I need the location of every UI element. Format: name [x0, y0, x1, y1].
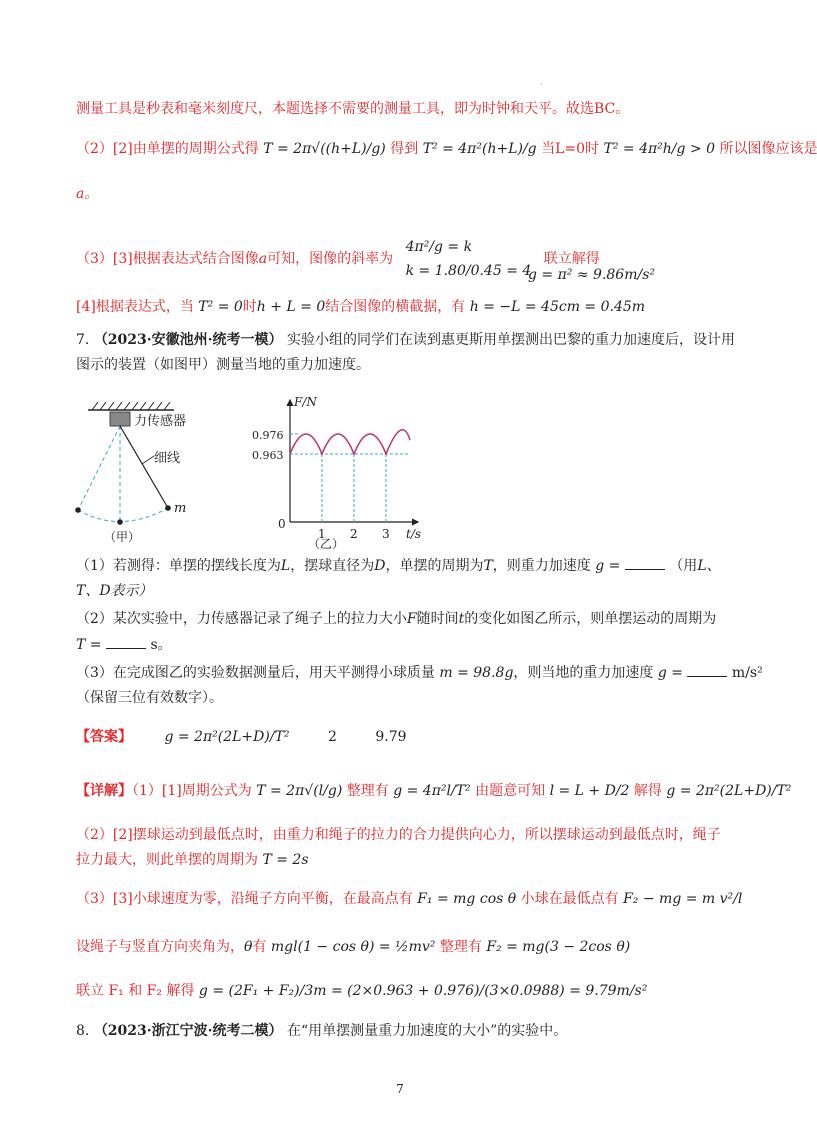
answer-3: 9.79 [375, 729, 407, 745]
q7-sub2-c: 的变化如图乙所示，则单摆运动的周期为 [464, 611, 717, 627]
explain-p3-f1: F₁ = mg cos θ [417, 891, 517, 907]
q6-p2-suffix: 所以图像应该是 [719, 141, 817, 157]
explain-p5 [76, 982, 740, 1000]
q7-number: 7. [76, 332, 90, 348]
q6-p2-mid1: 得到 [390, 141, 419, 157]
figure-b-chart [248, 392, 428, 550]
q6-p3-text: 可知，图像的斜率为 [267, 251, 394, 268]
q7-sub1-line2: T、D表示） [76, 583, 153, 599]
q7-sub2-line2 [76, 636, 740, 654]
q7-sub1-line1 [76, 557, 740, 575]
explain-p4-theta: θ [244, 939, 253, 955]
explain-p2-f: T = 2s [262, 852, 309, 868]
swing-arc [78, 508, 168, 522]
q7-sub2-t: t [458, 611, 465, 627]
string-line [120, 426, 168, 508]
q8-source: （2023·浙江宁波·统考二模） [93, 1023, 283, 1039]
q7-sub3-g: g = [657, 665, 684, 681]
q6-p2-formula2: T² = 4π²(h+L)/g [422, 141, 537, 157]
ball-left [75, 507, 81, 513]
q6-p4-text: 结合图像的横截据，有 [325, 299, 466, 315]
explain-p1-a: （1）[1]周期公式为 [132, 783, 252, 799]
q7-sub1-D: D [374, 558, 386, 574]
explain-p4-c: 整理有 [439, 939, 482, 955]
q7-sub2-F: F [406, 611, 417, 627]
q7-sub1-g: g = [595, 558, 621, 574]
origin-label: 0 [278, 517, 286, 531]
q6-p3-a: a [258, 251, 268, 268]
answer-blank-2[interactable] [106, 636, 146, 649]
x-tick-1: 1 [318, 527, 326, 541]
explain-p2-line2 [76, 851, 740, 869]
q7-sub2-unit: s。 [150, 637, 172, 653]
q7-sub3-line2: （保留三位有效数字）。 [76, 690, 223, 706]
q7-sub1-e: （用 [669, 558, 698, 574]
string-label-pointer [142, 456, 154, 464]
q6-p3-eq1: 4π²/g = k [405, 239, 473, 255]
q7-sub2-a: （2）某次实验中，力传感器记录了绳子上的拉力大小 [76, 611, 407, 627]
explain-p2-line1: （2）[2]摆球运动到最低点时，由重力和绳子的拉力的合力提供向心力，所以摆球运动到最低点时，绳子 [76, 827, 721, 843]
explain-p1-f2: g = 4π²l/T² [393, 783, 471, 799]
q6-p3-result: g = π² ≈ 9.86m/s² [528, 267, 655, 283]
q6-p3-solve: 联立解得 [543, 251, 600, 268]
explain-p1 [76, 782, 792, 800]
explain-p4-b: 有 [252, 939, 267, 955]
explain-p4-f1: mgl(1 − cos θ) = ½mv² [270, 939, 436, 955]
q8-number: 8. [76, 1023, 90, 1039]
q7-stem1: 实验小组的同学们在读到惠更斯用单摆测出巴黎的重力加速度后，设计用 [286, 332, 735, 348]
q7-sub3-m: m = 98.8g [439, 665, 514, 681]
explain-p1-d: 解得 [633, 783, 662, 799]
mass-label: m [174, 501, 187, 516]
explain-p3-f2: F₂ − mg = m v²/l [623, 891, 743, 907]
q6-part4-line [76, 298, 740, 316]
explain-p1-c: 由题意可知 [475, 783, 546, 799]
force-curve [290, 430, 410, 454]
answer-label: 【答案】 [76, 729, 132, 745]
q6-p4-result: h = −L = 45cm = 0.45m [469, 299, 646, 315]
q6-p4-cond2: h + L = 0 [256, 299, 326, 315]
answer-blank-1[interactable] [625, 557, 665, 570]
q7-sub2-T: T = [76, 637, 102, 653]
explain-p3 [76, 890, 743, 908]
ball-right [165, 505, 171, 511]
q7-stem-line1 [76, 331, 740, 349]
x-tick-3: 3 [382, 527, 390, 541]
explain-p3-b: 小球在最低点有 [520, 891, 619, 907]
ceiling [88, 402, 174, 410]
answer-2: 2 [327, 729, 337, 745]
explain-p4-a: 设绳子与竖直方向夹角为， [76, 939, 244, 955]
explain-p4-f2: F₂ = mg(3 − 2cos θ) [486, 939, 631, 955]
q7-sub1-T: T [483, 558, 493, 574]
scan-dot: · [540, 80, 543, 89]
figure-a-pendulum [66, 398, 226, 548]
q7-sub1-d: ，则重力加速度 [492, 558, 591, 574]
explain-p5-a: 联立 F₁ 和 F₂ 解得 [76, 983, 195, 999]
answer-blank-3[interactable] [687, 664, 727, 677]
explain-p4 [76, 938, 740, 956]
sensor-label: 力传感器 [134, 414, 187, 429]
answer-line [76, 728, 740, 746]
explain-p3-a: （3）[3]小球速度为零，沿绳子方向平衡，在最高点有 [76, 891, 413, 907]
q7-sub1-b: ，摆球直径为 [290, 558, 375, 574]
q7-sub3-a: （3）在完成图乙的实验数据测量后，用天平测得小球质量 [76, 665, 435, 681]
force-sensor [110, 412, 130, 426]
figure-a-caption: （甲） [104, 530, 141, 544]
y-tick-0963: 0.963 [252, 449, 284, 462]
q6-p3-eq2: k = 1.80/0.45 = 4 [405, 263, 532, 280]
string-label: 细线 [154, 451, 181, 466]
x-axis-label: t/s [406, 527, 422, 541]
intro-line: 测量工具是秒表和毫米刻度尺，本题选择不需要的测量工具，即为时钟和天平。故选BC。 [76, 101, 630, 117]
explain-p1-b: 整理有 [346, 783, 389, 799]
q6-p2-line2: a。 [76, 186, 99, 202]
x-tick-2: 2 [350, 527, 358, 541]
q6-part2-line [76, 140, 817, 158]
explain-p2-a: 拉力最大，则此单摆的周期为 [76, 852, 258, 868]
explain-p1-f3: l = L + D/2 [549, 783, 630, 799]
q6-p2-formula1: T = 2π√((h+L)/g) [263, 141, 386, 157]
y-tick-0976: 0.976 [252, 429, 284, 442]
q6-p2-mid2: 当L=0时 [541, 141, 600, 157]
q6-p2-formula3: T² = 4π²h/g > 0 [603, 141, 716, 157]
q7-sub1-f: L、 [697, 558, 721, 574]
q7-sub1-L: L [280, 558, 291, 574]
explain-p1-f1: T = 2π√(l/g) [256, 783, 343, 799]
q7-sub3-unit: m/s² [731, 665, 763, 681]
q6-p4-cond1: T² = 0 [198, 299, 243, 315]
q6-p2-prefix: （2）[2]由单摆的周期公式得 [76, 141, 259, 157]
left-extreme-string [78, 426, 120, 510]
answer-1: g = 2π²(2L+D)/T² [164, 729, 290, 745]
page-number: 7 [396, 1082, 404, 1096]
explain-p1-f4: g = 2π²(2L+D)/T² [666, 783, 792, 799]
explain-label: 【详解】 [76, 783, 132, 799]
q8-line [76, 1022, 740, 1040]
q6-p3-equations [406, 238, 532, 280]
ball-bottom [117, 519, 123, 525]
q7-stem2: 图示的装置（如图甲）测量当地的重力加速度。 [76, 357, 370, 373]
q6-p3-prefix: （3）[3]根据表达式结合图像 [76, 251, 259, 268]
q7-sub1-a: （1）若测得：单摆的摆线长度为 [76, 558, 281, 574]
q6-p4-when: 时 [242, 299, 257, 315]
q7-sub2-b: 随时间 [416, 611, 459, 627]
figure-b-caption: （乙） [308, 537, 345, 551]
q7-sub3-line1 [76, 664, 763, 682]
explain-p5-f: g = (2F₁ + F₂)/3m = (2×0.963 + 0.976)/(3×0.0988) = 9.79m/s² [198, 983, 648, 999]
q8-stem: 在“用单摆测量重力加速度的大小”的实验中。 [286, 1023, 568, 1039]
q7-sub3-b: ，则当地的重力加速度 [513, 665, 654, 681]
y-axis-label: F/N [294, 395, 317, 409]
q7-source: （2023·安徽池州·统考一模） [93, 332, 283, 348]
q7-sub2-line1 [76, 610, 740, 628]
q6-p4-prefix: [4]根据表达式，当 [76, 299, 194, 315]
q7-sub1-c: ，单摆的周期为 [385, 558, 484, 574]
